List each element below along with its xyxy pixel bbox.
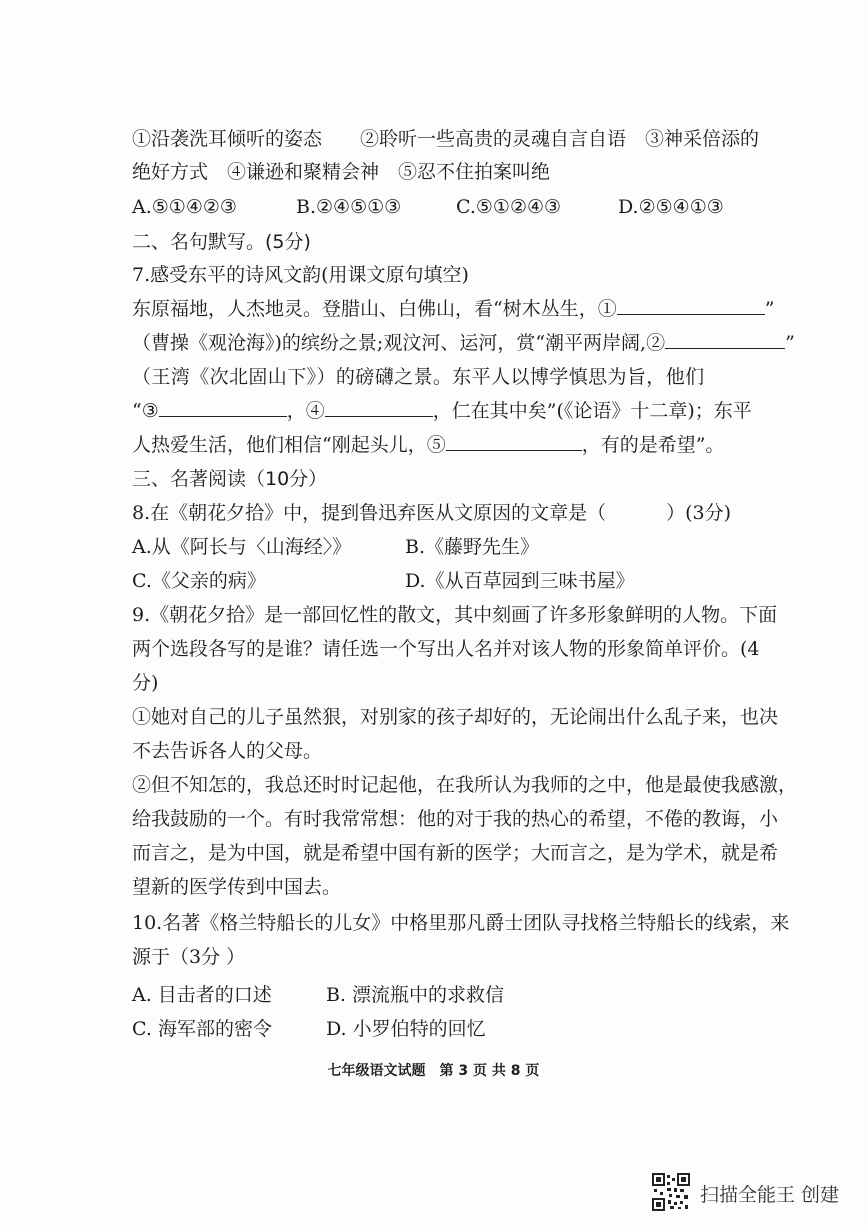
blank-2[interactable]	[665, 330, 785, 349]
q9-line-2: 两个选段各写的是谁？请任选一个写出人名并对该人物的形象简单评价。(4	[132, 638, 760, 660]
q7-line-3: （王湾《次北固山下》）的磅礴之景。东平人以博学慎思为旨，他们	[132, 366, 705, 388]
q6-option-a: A.⑤①④②③	[132, 196, 237, 218]
qr-code-icon	[652, 1173, 690, 1211]
q7-line-2-close: ”	[785, 332, 795, 354]
q7-title: 7.感受东平的诗风文韵(用课文原句填空)	[132, 264, 469, 286]
blank-5[interactable]	[446, 432, 582, 451]
q7-line-2	[132, 330, 795, 356]
q8-option-b: B.《藤野先生》	[405, 536, 540, 558]
excerpt-1-line-1: ①她对自己的儿子虽然狠，对别家的孩子却好的，无论闹出什么乱子来，也决	[132, 706, 779, 728]
q8-option-d: D.《从百草园到三味书屋》	[405, 570, 635, 592]
q10-option-a: A. 目击者的口述	[132, 984, 272, 1006]
q7-line-4	[132, 398, 772, 424]
q10-option-c: C. 海军部的密令	[132, 1018, 272, 1040]
q7-line-5-a: 人热爱生活，他们相信“刚起头儿，⑤	[132, 434, 446, 456]
q7-line-4-b: ，④	[286, 400, 325, 422]
q9-line-1: 9.《朝花夕拾》是一部回忆性的散文，其中刻画了许多形象鲜明的人物。下面	[132, 604, 778, 626]
excerpt-2-line-2: 给我鼓励的一个。有时我常常想：他的对于我的热心的希望，不倦的教诲，小	[132, 808, 779, 830]
q7-line-1-close: ”	[764, 298, 775, 320]
q8-option-c: C.《父亲的病》	[132, 570, 266, 592]
excerpt-2-line-1: ②但不知怎的，我总还时时记起他，在我所认为我师的之中，他是最使我感激，	[132, 774, 798, 796]
q7-line-1	[132, 296, 775, 322]
q6-option-b: B.②④⑤①③	[296, 196, 402, 218]
section-3-heading: 三、名著阅读（10分）	[132, 468, 328, 490]
q8-stem	[132, 500, 772, 526]
blank-4[interactable]	[325, 398, 433, 417]
q10-option-d: D. 小罗伯特的回忆	[326, 1018, 486, 1040]
q7-line-4-a: “③	[132, 400, 159, 422]
q7-line-1-text: 东原福地，人杰地灵。登腊山、白佛山，看“树木丛生，①	[132, 298, 617, 320]
q7-line-4-c: ，仁在其中矣”(《论语》十二章)；东平	[432, 400, 752, 422]
blank-3[interactable]	[159, 398, 287, 417]
q10-option-b: B. 漂流瓶中的求救信	[326, 984, 505, 1006]
section-2-heading: 二、名句默写。(5分)	[132, 231, 311, 253]
q6-option-d: D.②⑤④①③	[618, 196, 724, 218]
q7-line-2-text: （曹操《观沧海》)的缤纷之景;观汶河、运河，赏“潮平两岸阔,②	[132, 332, 666, 354]
excerpt-2-line-4: 望新的医学传到中国去。	[132, 876, 342, 898]
q7-line-5	[132, 432, 772, 458]
q10-line-2: 源于（3分 ）	[132, 946, 246, 968]
q7-line-5-b: ，有的是希望”。	[581, 434, 725, 456]
q8-option-a: A.从《阿长与〈山海经〉》	[132, 536, 352, 558]
excerpt-1-line-2: 不去告诉各人的父母。	[132, 740, 323, 762]
q6-items-line-2: 绝好方式 ④谦逊和聚精会神 ⑤忍不住拍案叫绝	[132, 161, 551, 183]
excerpt-2-line-3: 而言之，是为中国，就是希望中国有新的医学；大而言之，是为学术，就是希	[132, 842, 779, 864]
q6-items-line-1: ①沿袭洗耳倾听的姿态 ②聆听一些高贵的灵魂自言自语 ③神采倍添的	[132, 128, 760, 150]
q9-line-3: 分)	[132, 672, 159, 694]
q8-stem-text: 8.在《朝花夕拾》中，提到鲁迅弃医从文原因的文章是（	[132, 502, 607, 524]
scanner-watermark: 扫描全能王 创建	[700, 1184, 840, 1206]
q8-points: ）(3分)	[666, 502, 732, 524]
q6-option-c: C.⑤①②④③	[456, 196, 562, 218]
blank-1[interactable]	[617, 296, 765, 315]
q10-line-1: 10.名著《格兰特船长的儿女》中格里那凡爵士团队寻找格兰特船长的线索，来	[132, 912, 790, 934]
page-footer: 七年级语文试题 第 3 页 共 8 页	[327, 1063, 540, 1079]
